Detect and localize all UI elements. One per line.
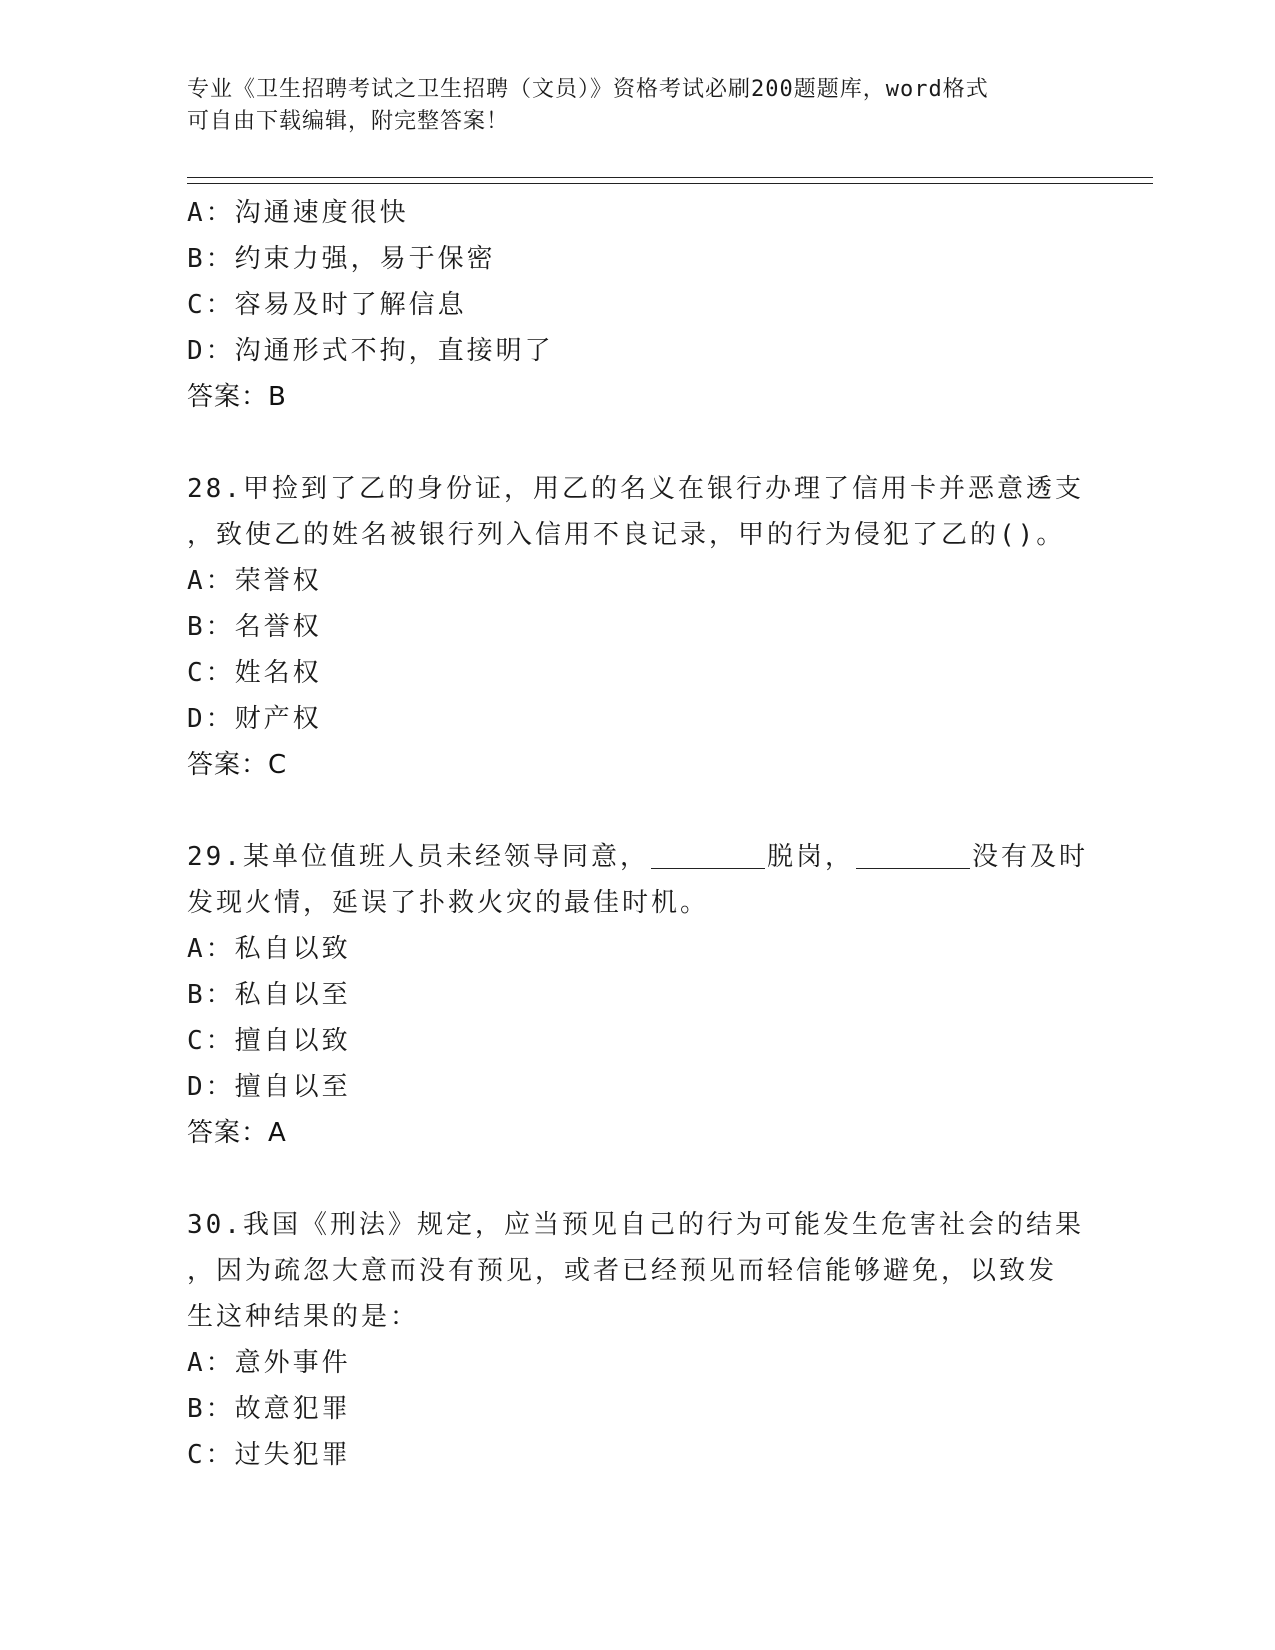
question-text-line: 28.甲捡到了乙的身份证，用乙的名义在银行办理了信用卡并恶意透支 <box>187 474 1084 504</box>
answer-line: 答案：A <box>187 1118 287 1148</box>
question-text-segment: 没有及时 <box>971 842 1088 872</box>
option-b: B：名誉权 <box>187 612 322 642</box>
fill-in-blank <box>856 842 970 869</box>
spacer <box>187 1156 1087 1202</box>
question-text-line: 30.我国《刑法》规定，应当预见自己的行为可能发生危害社会的结果 <box>187 1210 1084 1240</box>
question-text-segment: 29.某单位值班人员未经领导同意， <box>187 842 649 872</box>
option-a: A：私自以致 <box>187 934 351 964</box>
spacer <box>187 420 1087 466</box>
question-28 <box>187 466 1087 788</box>
spacer <box>187 788 1087 834</box>
option-b: B：私自以至 <box>187 980 351 1010</box>
document-header <box>187 74 1067 138</box>
question-text-line: ，因为疏忽大意而没有预见，或者已经预见而轻信能够避免，以致发 <box>187 1256 1058 1286</box>
question-30 <box>187 1202 1087 1478</box>
answer-line: 答案：B <box>187 382 287 412</box>
option-c: C：容易及时了解信息 <box>187 290 467 320</box>
question-text-line: ，致使乙的姓名被银行列入信用不良记录，甲的行为侵犯了乙的()。 <box>187 520 1066 550</box>
answer-line: 答案：C <box>187 750 288 780</box>
option-c: C：姓名权 <box>187 658 322 688</box>
header-divider-top <box>187 177 1153 178</box>
option-a: A：意外事件 <box>187 1348 351 1378</box>
option-c: C：擅自以致 <box>187 1026 351 1056</box>
option-d: D：财产权 <box>187 704 322 734</box>
question-text-segment: 脱岗， <box>766 842 854 872</box>
option-b: B：故意犯罪 <box>187 1394 351 1424</box>
option-a: A：荣誉权 <box>187 566 322 596</box>
header-divider-bottom <box>187 183 1153 184</box>
question-list <box>187 190 1087 1478</box>
option-d: D：擅自以至 <box>187 1072 351 1102</box>
question-text-line: 生这种结果的是： <box>187 1302 420 1332</box>
question-29 <box>187 834 1087 1156</box>
fill-in-blank <box>651 842 765 869</box>
question-text-line <box>187 834 1087 880</box>
question-27-tail <box>187 190 1087 420</box>
option-a: A：沟通速度很快 <box>187 198 409 228</box>
option-b: B：约束力强，易于保密 <box>187 244 496 274</box>
header-line-1: 专业《卫生招聘考试之卫生招聘（文员）》资格考试必刷200题题库，word格式 <box>187 77 989 102</box>
option-d: D：沟通形式不拘，直接明了 <box>187 336 554 366</box>
question-text-line: 发现火情，延误了扑救火灾的最佳时机。 <box>187 888 710 918</box>
header-line-2: 可自由下载编辑，附完整答案！ <box>187 109 510 134</box>
option-c: C：过失犯罪 <box>187 1440 351 1470</box>
